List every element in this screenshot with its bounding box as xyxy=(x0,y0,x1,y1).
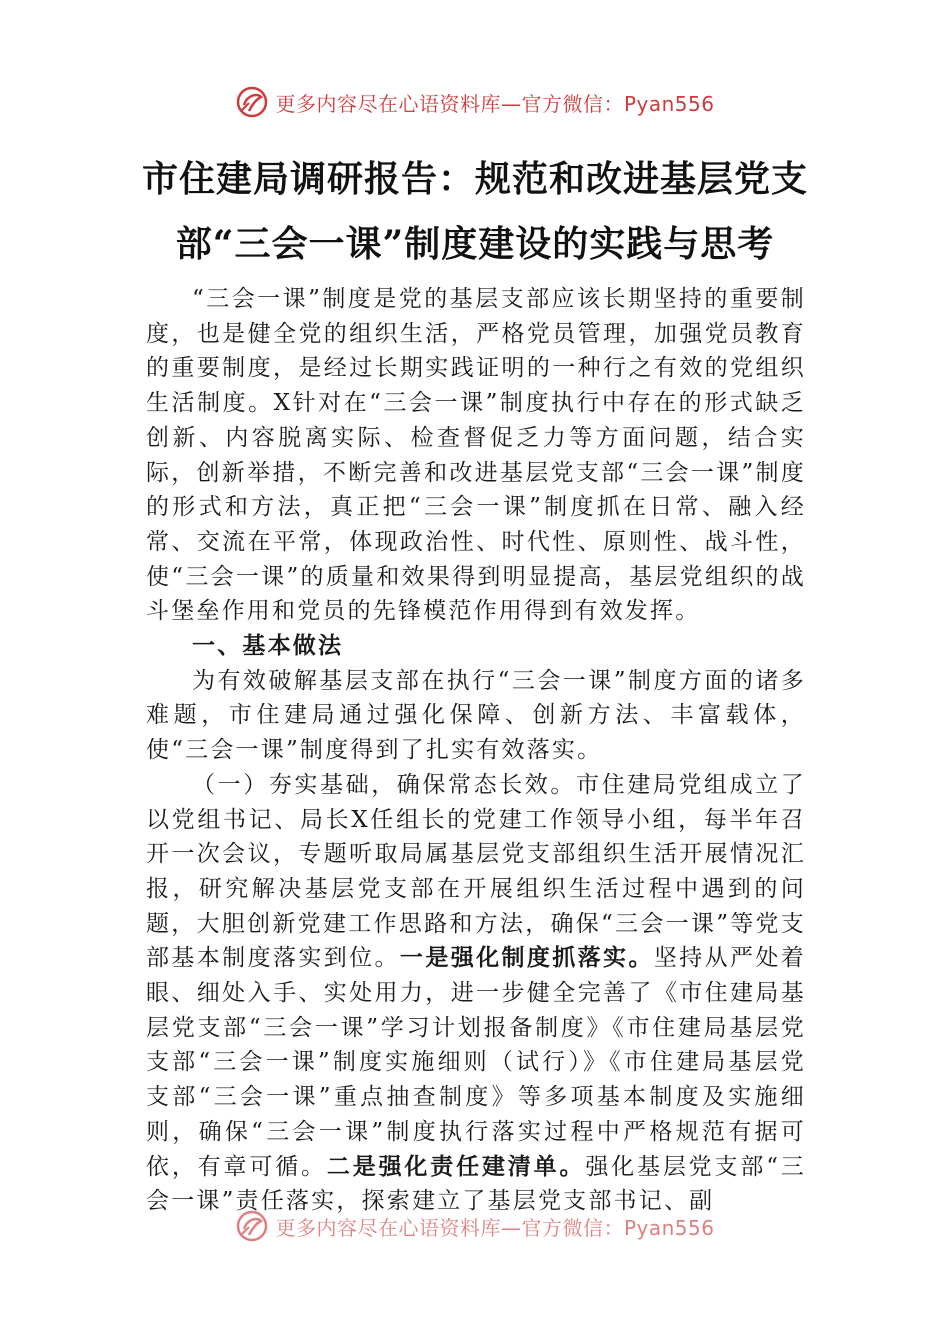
subsection1-text-b: 坚持从严处着眼、细处入手、实处用力，进一步健全完善了《市住建局基层党支部“三会一课”学习计划报备制度》《市住建局基层党支部“三会一课”制度实施细则（试行）》《市住建局基层党支部“三会一课”重点抽查制度》等多项基本制度及实施细则，确保“三会一课”制度执行落实过程中严格规范有据可依，有章可循。 xyxy=(146,945,807,1180)
document-title-line-2: 部“三会一课”制度建设的实践与思考 xyxy=(175,223,775,265)
subsection1-lead: （一）夯实基础，确保常态长效。 xyxy=(192,771,576,798)
watermark-header xyxy=(0,82,950,122)
watermark-text: 更多内容尽在心语资料库—官方微信：Pyan556 xyxy=(275,91,715,116)
watermark-text: 更多内容尽在心语资料库—官方微信：Pyan556 xyxy=(275,1215,715,1240)
intro-paragraph: “三会一课”制度是党的基层支部应该长期坚持的重要制度，也是健全党的组织生活，严格党员管理，加强党员教育的重要制度，是经过长期实践证明的一种行之有效的党组织生活制度。X针对在“三会一课”制度执行中存在的形式缺乏创新、内容脱离实际、检查督促乏力等方面问题，结合实际，创新举措，不断完善和改进基层党支部“三会一课”制度的形式和方法，真正把“三会一课”制度抓在日常、融入经常、交流在平常，体现政治性、时代性、原则性、战斗性，使“三会一课”的质量和效果得到明显提高，基层党组织的战斗堡垒作用和党员的先锋模范作用得到有效发挥。 xyxy=(146,286,806,625)
section-heading-basic-practices: 一、基本做法 xyxy=(192,633,344,660)
subsection1-paragraph xyxy=(146,768,806,1219)
watermark-footer xyxy=(0,1206,950,1246)
watermark-logo-icon xyxy=(235,85,269,119)
section1-paragraph: 为有效破解基层支部在执行“三会一课”制度方面的诸多难题，市住建局通过强化保障、创新方法、丰富载体，使“三会一课”制度得到了扎实有效落实。 xyxy=(146,667,806,764)
subsection1-text-c: 强化基层党支部“三会一课”责任落实，探索建立了基层党支部书记、副 xyxy=(146,1153,807,1215)
subsection1-bold-point-1: 一是强化制度抓落实。 xyxy=(399,945,654,972)
watermark-logo-icon xyxy=(235,1209,269,1243)
document-body xyxy=(146,282,806,1219)
subsection1-bold-point-2: 二是强化责任建清单。 xyxy=(326,1153,586,1180)
document-title-line-1: 市住建局调研报告：规范和改进基层党支 xyxy=(141,158,808,200)
subsection1-text-a: 市住建局党组成立了以党组书记、局长X任组长的党建工作领导小组，每半年召开一次会议，专题听取局属基层党支部组织生活开展情况汇报，研究解决基层党支部在开展组织生活过程中遇到的问题，大胆创新党建工作思路和方法，确保“三会一课”等党支部基本制度落实到位。 xyxy=(146,771,806,972)
